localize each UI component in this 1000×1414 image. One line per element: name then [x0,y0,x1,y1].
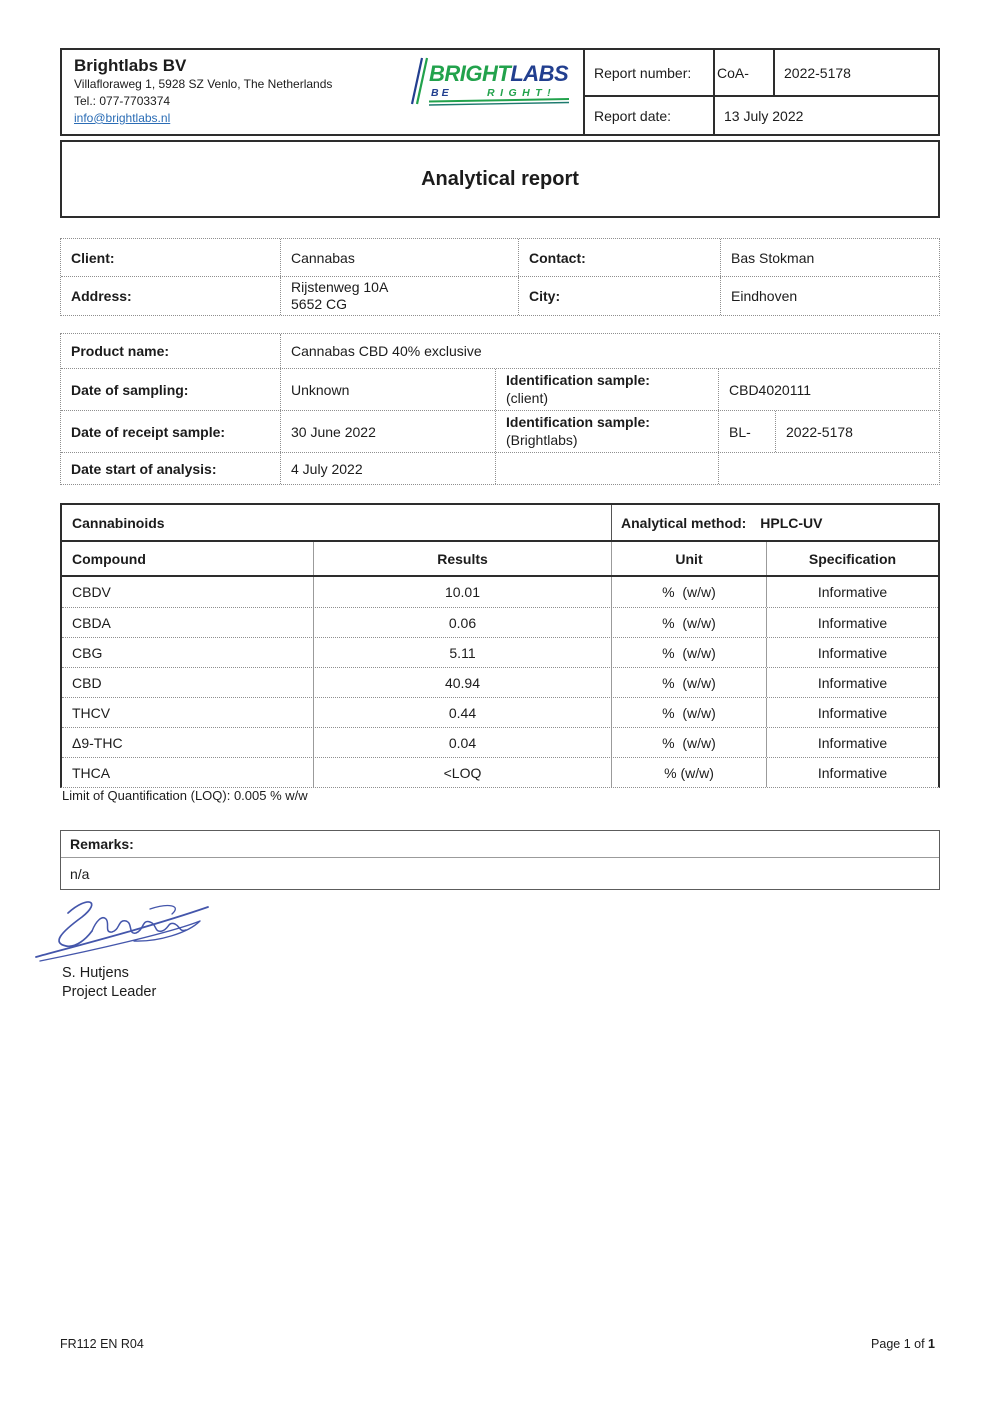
report-date-label: Report date: [585,97,715,134]
cannabinoids-section-row [62,505,938,542]
loq-note: Limit of Quantification (LOQ): 0.005 % w/w [62,788,308,803]
receipt-date-label: Date of receipt sample: [61,411,281,452]
remarks-label: Remarks: [61,831,939,858]
address-line1: Rijstenweg 10A [291,278,389,295]
spec-cell: Informative [817,614,888,631]
address-value [281,277,519,315]
result-cell: 10.01 [314,577,612,607]
address-line2: 5652 CG [291,296,348,312]
company-address: Villafloraweg 1, 5928 SZ Venlo, The Netherlands [74,77,333,92]
result-cell: 0.06 [314,608,612,637]
result-cell: 40.94 [314,668,612,697]
unit-cell: % (w/w) [612,698,767,727]
col-header-specification: Specification [808,550,897,567]
client-row [61,239,939,276]
signatory-name: S. Hutjens [62,965,129,981]
spec-cell: Informative [817,734,888,751]
sampling-date-value: Unknown [281,369,496,410]
compound-cell: CBG [62,638,314,667]
product-name-value: Cannabas CBD 40% exclusive [291,343,482,359]
result-cell: 5.11 [314,638,612,667]
remarks-value: n/a [70,865,90,882]
table-row [62,637,938,667]
signatory-block [62,964,156,1002]
client-label: Client: [61,239,281,276]
compound-cell: CBDA [62,608,314,637]
id-client-value: CBD4020111 [729,381,811,398]
address-row [61,276,939,315]
unit-cell: % (w/w) [612,608,767,637]
document-code: FR112 EN R04 [60,1337,144,1351]
logo-text-bright: BRIGHT [429,61,511,86]
page-indicator [871,1337,935,1351]
company-email-link[interactable]: info@brightlabs.nl [74,110,171,125]
col-header-compound: Compound [62,542,314,575]
spec-cell: Informative [817,584,888,600]
spec-cell: Informative [817,644,888,661]
id-client-label: Identification sample: [506,372,650,388]
spec-cell: Informative [817,674,888,691]
logo-tagline-be: BE [431,87,452,99]
table-row [62,607,938,637]
empty-cell-2 [719,453,939,484]
report-date-row [585,97,938,134]
table-row [62,727,938,757]
contact-label: Contact: [519,239,721,276]
id-lab-sublabel: (Brightlabs) [506,431,578,448]
table-row [62,757,938,787]
table-row [62,667,938,697]
receipt-date-value: 30 June 2022 [281,411,496,452]
contact-value: Bas Stokman [731,249,815,266]
col-header-results: Results [314,542,612,575]
company-name: Brightlabs BV [74,56,187,75]
company-info-cell [60,48,585,136]
report-number-label: Report number: [585,50,715,95]
analytical-method-value: HPLC-UV [760,514,823,531]
analysis-row [61,452,939,484]
signatory-role: Project Leader [62,983,157,1000]
unit-cell: % (w/w) [612,668,767,697]
compound-cell: CBDV [62,577,314,607]
city-value: Eindhoven [731,288,798,304]
unit-cell: % (w/w) [612,577,767,607]
brightlabs-logo-icon [404,55,576,111]
product-name-row [61,334,939,368]
empty-cell-1 [496,453,719,484]
logo-text-labs: LABS [510,61,569,86]
section-title: Cannabinoids [62,505,612,540]
table-row [62,577,938,607]
unit-cell: % (w/w) [612,638,767,667]
result-cell: 0.04 [314,728,612,757]
remarks-box [60,830,940,890]
report-number-prefix: CoA- [715,50,775,95]
compound-cell: THCV [62,698,314,727]
compound-cell: Δ9-THC [62,728,314,757]
id-lab-value: 2022-5178 [786,423,853,440]
id-lab-label: Identification sample: [506,414,650,430]
title-box [60,140,940,218]
cannabinoids-table [60,503,940,788]
signature [30,893,230,970]
result-cell: <LOQ [314,758,612,787]
table-row [62,697,938,727]
report-meta-table [585,48,940,136]
sampling-row [61,368,939,410]
col-header-unit: Unit [612,542,767,575]
page-indicator-total: 1 [928,1337,935,1351]
footer [60,1337,935,1351]
compound-cell: CBD [62,668,314,697]
id-client-label-cell [496,369,719,410]
sampling-date-label: Date of sampling: [61,369,281,410]
result-cell: 0.44 [314,698,612,727]
product-name-label: Product name: [61,334,281,368]
company-tel: Tel.: 077-7703374 [74,93,171,108]
id-client-sublabel: (client) [506,389,549,406]
svg-text:BRIGHTLABS [429,61,569,86]
report-date-value: 13 July 2022 [724,107,804,124]
analytical-method-label: Analytical method: [621,514,747,531]
report-number-row [585,50,938,97]
report-number-value: 2022-5178 [784,64,851,81]
analysis-date-label: Date start of analysis: [61,453,281,484]
header [60,48,940,136]
svg-text:BERIGHT! [431,87,556,99]
column-header-row [62,542,938,577]
spec-cell: Informative [817,704,888,721]
receipt-row [61,410,939,452]
client-value: Cannabas [281,239,519,276]
id-lab-prefix: BL- [719,411,776,452]
id-lab-label-cell [496,411,719,452]
signature-scribble-icon [30,893,230,965]
client-info-table [60,238,940,316]
sample-info-table [60,333,940,485]
page-indicator-label: Page 1 of [871,1337,929,1351]
logo-tagline-right: RIGHT! [487,87,557,99]
brightlabs-logo [404,55,576,111]
compound-cell: THCA [62,758,314,787]
analytical-method-cell [612,505,938,540]
analysis-date-value: 4 July 2022 [281,453,496,484]
spec-cell: Informative [817,764,888,781]
address-label: Address: [61,277,281,315]
unit-cell: % (w/w) [612,728,767,757]
unit-cell: % (w/w) [612,758,767,787]
page-title: Analytical report [421,167,579,190]
city-label: City: [519,277,721,315]
